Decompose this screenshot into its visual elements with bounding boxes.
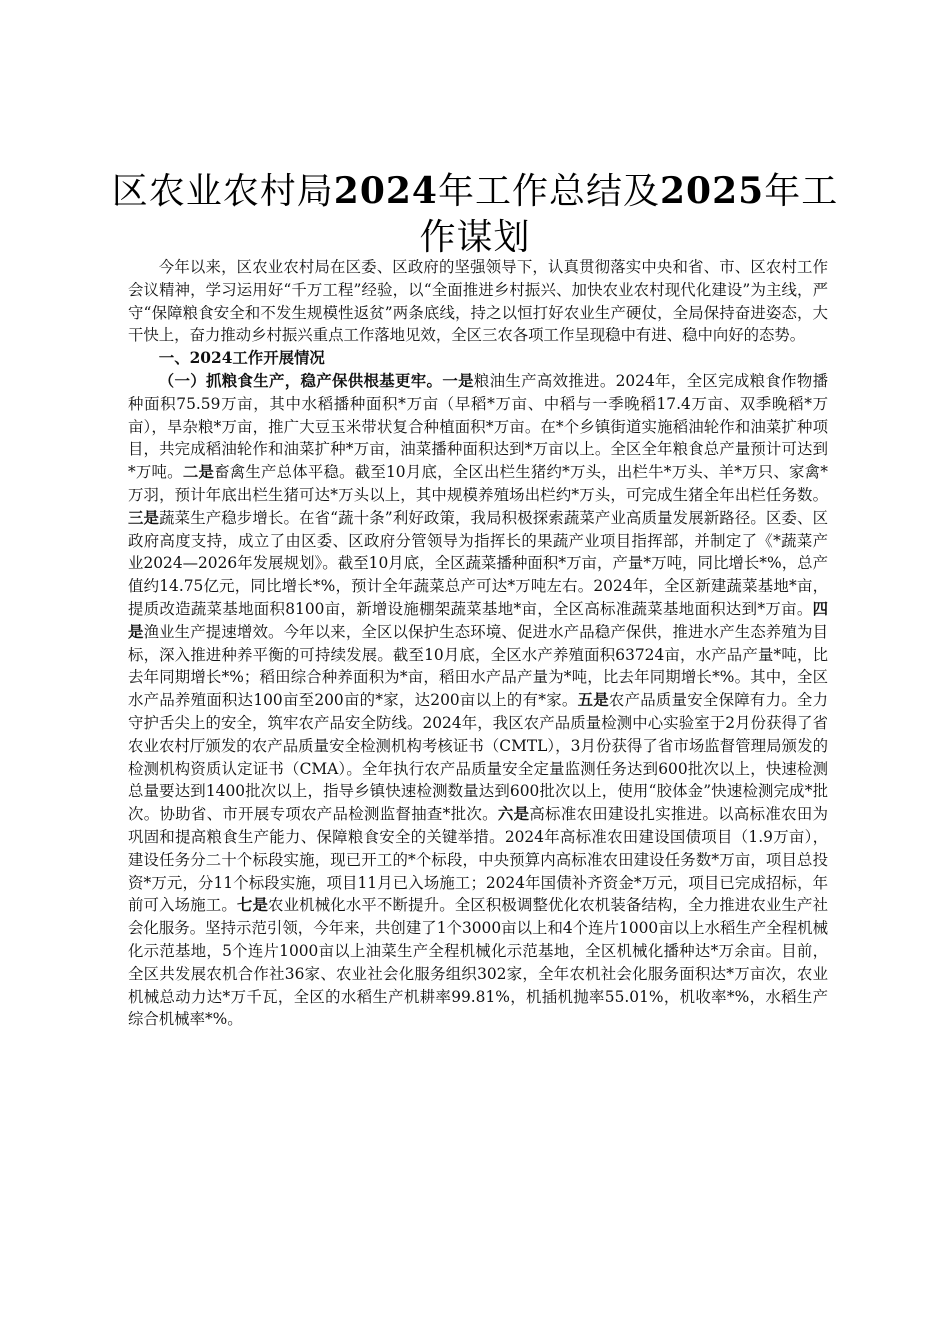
item-1-text: 粮油生产高效推进。2024年，全区完成粮食作物播种面积75.59万亩，其中水稻播种面积*万亩（早稻*万亩、中稻与一季晚稻17.4万亩、双季晚稻*万亩），旱杂粮*万亩，推广大豆玉米带状复合种植面积*万亩。在*个乡镇街道实施稻油轮作和油菜扩种项目，共完成稻油轮作和油菜扩种*万亩，油菜播种面积达到*万亩以上。全区全年粮食总产量预计可达到*万吨。 xyxy=(128,371,828,482)
document-title xyxy=(110,168,840,261)
item-4-label: 四是 xyxy=(128,599,828,641)
title-year-2025: 2025 xyxy=(660,170,765,212)
document-body xyxy=(128,256,828,1031)
subsection-heading: （一）抓粮食生产，稳产保供根基更牢。 xyxy=(158,371,443,390)
intro-paragraph: 今年以来，区农业农村局在区委、区政府的坚强领导下，认真贯彻落实中央和省、市、区农村工作会议精神，学习运用好“千万工程”经验，以“全面推进乡村振兴、加快农业农村现代化建设”为主线，严守“保障粮食安全和不发生规模性返贫”两条底线，持之以恒打好农业生产硬仗，全局保持奋进姿态，大干快上，奋力推动乡村振兴重点工作落地见效，全区三农各项工作呈现稳中有进、稳中向好的态势。 xyxy=(128,258,828,345)
title-part-1: 区农业农村局 xyxy=(111,171,334,212)
item-7-label: 七是 xyxy=(236,896,269,915)
section-heading: 一、2024工作开展情况 xyxy=(158,349,325,368)
item-6-label: 六是 xyxy=(497,805,530,824)
item-7-text: 农业机械化水平不断提升。全区积极调整优化农机装备结构，全力推进农业生产社会化服务。坚持示范引领，今年来，共创建了1个3000亩以上和4个连片1000亩以上水稻生产全程机械化示范基地，5个连片1000亩以上油菜生产全程机械化示范基地，全区机械化播种达*万余亩。目前，全区共发展农机合作社36家、农业社会化服务组织302家，全年农机社会化服务面积达*万亩次，农业机械总动力达*万千瓦，全区的水稻生产机耕率99.81%，机插机抛率55.01%，机收率*%，水稻生产综合机械率*%。 xyxy=(128,896,828,1029)
item-6-text: 高标准农田建设扎实推进。以高标准农田为巩固和提高粮食生产能力、保障粮食安全的关键举措。2024年高标准农田建设国债项目（1.9万亩），建设任务分二十个标段实施，现已开工的*个标段，中央预算内高标准农田建设任务数*万亩，项目总投资*万元，分11个标段实施，项目11月已入场施工；2024年国债补齐资金*万元，项目已完成招标，年前可入场施工。 xyxy=(128,805,828,915)
title-part-2: 年工作总结及 xyxy=(437,171,660,212)
title-year-2024: 2024 xyxy=(333,170,438,212)
item-2-text: 畜禽生产总体平稳。截至10月底，全区出栏生猪约*万头，出栏牛*万头、羊*万只、家禽*万羽，预计年底出栏生猪可达*万头以上，其中规模养殖场出栏约*万头，可完成生猪全年出栏任务数。 xyxy=(128,463,828,504)
item-3-text: 蔬菜生产稳步增长。在省“蔬十条”利好政策，我局积极探索蔬菜产业高质量发展新路径。区委、区政府高度支持，成立了由区委、区政府分管领导为指挥长的果蔬产业项目指挥部，并制定了《*蔬菜产业2024—2026年发展规划》。截至10月底，全区蔬菜播种面积*万亩，产量*万吨，同比增长*%，总产值约14.75亿元，同比增长*%，预计全年蔬菜总产可达*万吨左右。2024年，全区新建蔬菜基地*亩，提质改造蔬菜基地面积8100亩，新增设施棚架蔬菜基地*亩，全区高标准蔬菜基地面积达到*万亩。 xyxy=(128,508,828,618)
title-part-3: 年工作谋划 xyxy=(419,171,839,258)
item-3-label: 三是 xyxy=(128,508,160,527)
item-5-label: 五是 xyxy=(577,691,609,710)
subsection-paragraph xyxy=(128,370,828,1031)
item-1-label: 一是 xyxy=(442,371,474,390)
item-2-label: 二是 xyxy=(182,463,215,482)
item-4-text: 渔业生产提速增效。今年以来，全区以保护生态环境、促进水产品稳产保供，推进水产生态养殖为目标，深入推进种养平衡的可持续发展。截至10月底，全区水产养殖面积63724亩，水产品产量*吨，比去年同期增长*%；稻田综合种养面积为*亩，稻田水产品产量为*吨，比去年同期增长*%。其中，全区水产品养殖面积达100亩至200亩的*家，达200亩以上的有*家。 xyxy=(128,622,828,710)
item-5-text: 农产品质量安全保障有力。全力守护舌尖上的安全，筑牢农产品安全防线。2024年，我区农产品质量检测中心实验室于2月份获得了省农业农村厅颁发的农产品质量安全检测机构考核证书（CMTL），3月份获得了省市场监督管理局颁发的检测机构资质认定证书（CMA）。全年执行农产品质量安全定量监测任务达到600批次以上，快速检测总量要达到1400批次以上，指导乡镇快速检测数量达到600批次以上，使用“胶体金”快速检测完成*批次。协助省、市开展专项农产品检测监督抽查*批次。 xyxy=(128,691,828,824)
